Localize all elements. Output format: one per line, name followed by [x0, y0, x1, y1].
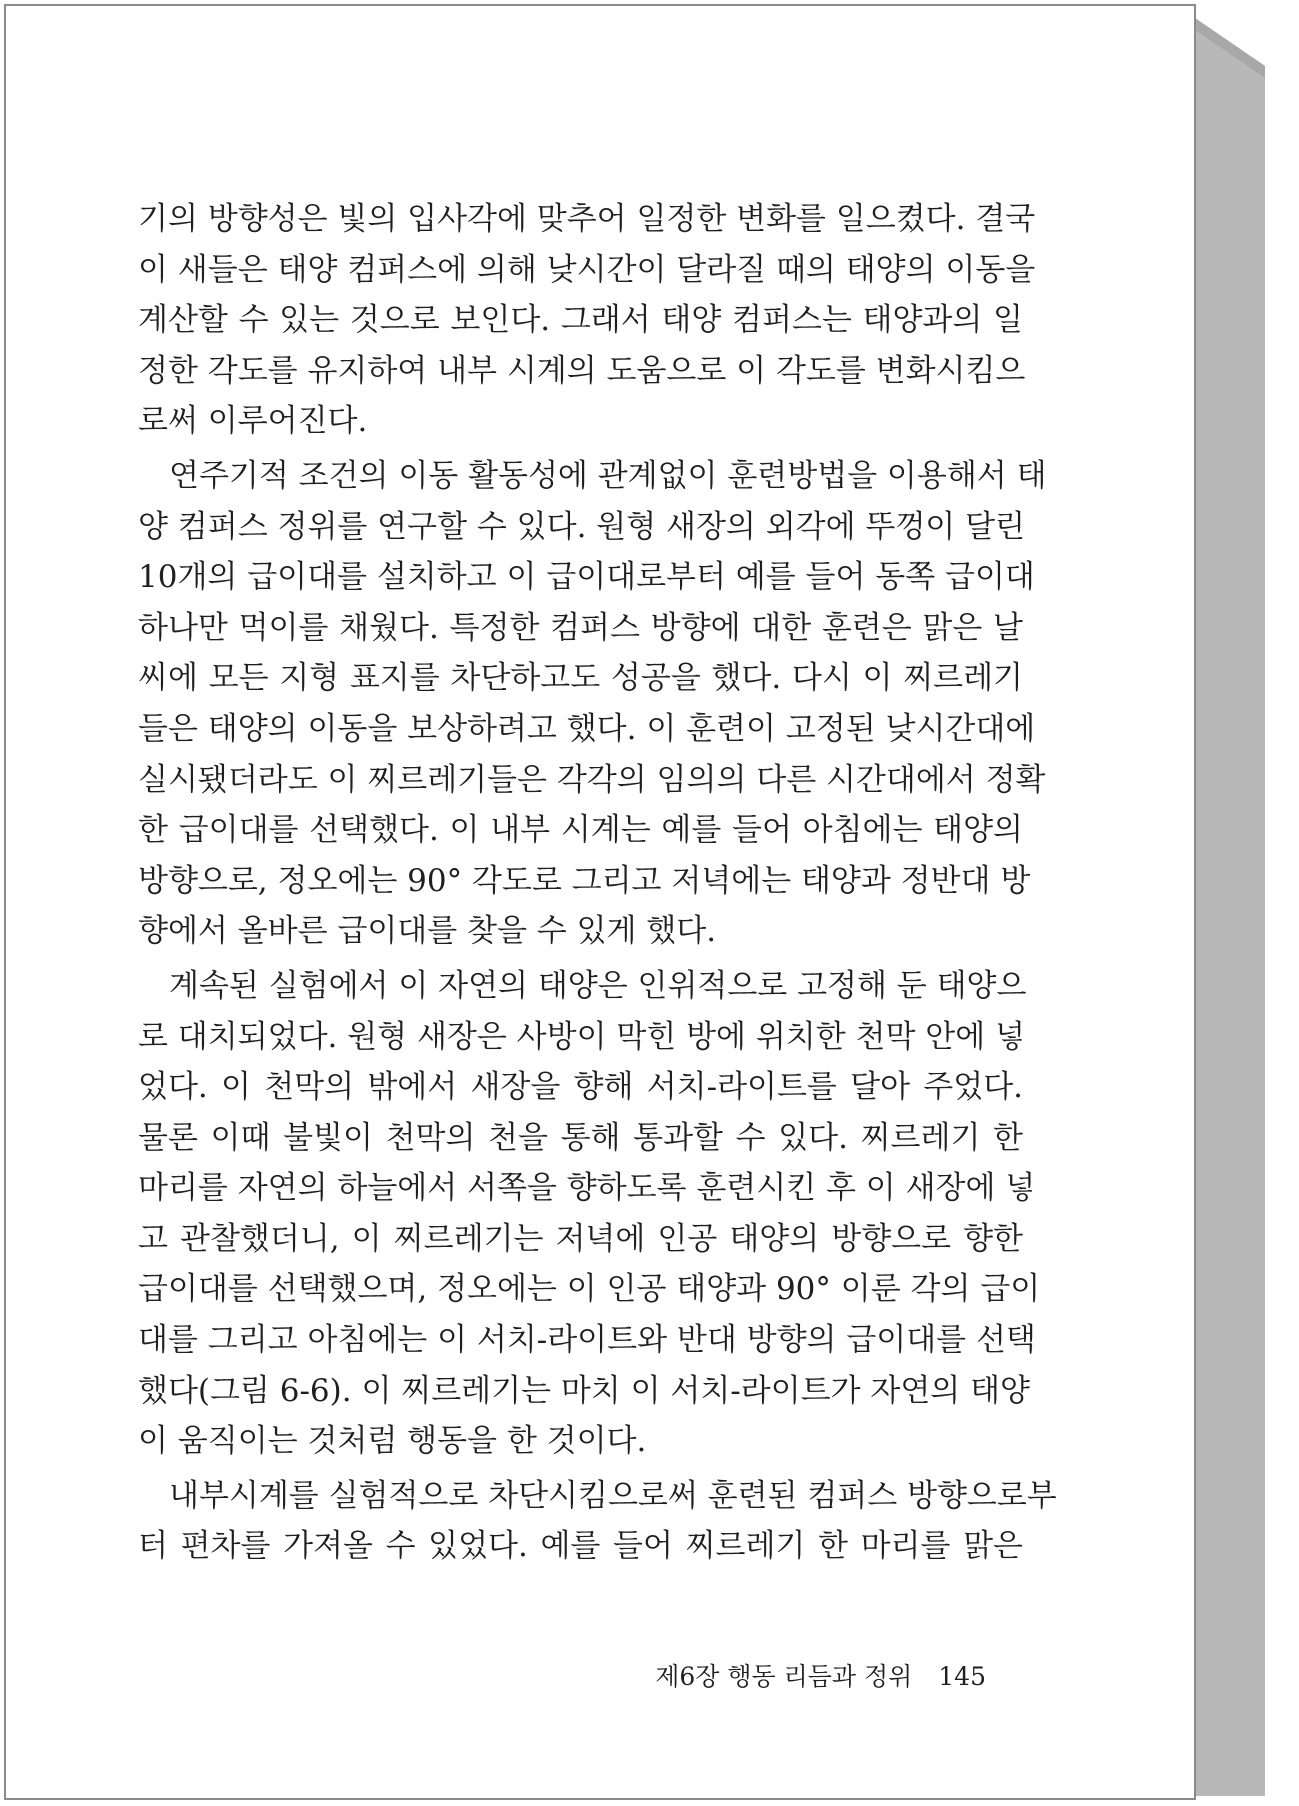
text-line: 향에서 올바른 급이대를 찾을 수 있게 했다.: [138, 913, 717, 950]
text-line: 물론 이때 불빛이 천막의 천을 통해 통과할 수 있다. 찌르레기 한: [138, 1119, 1023, 1156]
text-line: 연주기적 조건의 이동 활동성에 관계없이 훈련방법을 이용해서 태: [169, 457, 1047, 494]
text-line: 마리를 자연의 하늘에서 서쪽을 향하도록 훈련시킨 후 이 새장에 넣: [138, 1170, 1036, 1207]
text-line: 하나만 먹이를 채웠다. 특정한 컴퍼스 방향에 대한 훈련은 맑은 날: [138, 609, 1023, 646]
text-line: 로써 이루어진다.: [138, 403, 368, 440]
text-line: 씨에 모든 지형 표지를 차단하고도 성공을 했다. 다시 이 찌르레기: [138, 660, 1023, 697]
paragraph: [138, 194, 1036, 447]
text-line: 실시됐더라도 이 찌르레기들은 각각의 임의의 다른 시간대에서 정확: [138, 761, 1046, 798]
text-line: 로 대치되었다. 원형 새장은 사방이 막힌 방에 위치한 천막 안에 넣: [138, 1018, 1025, 1055]
text-line: 방향으로, 정오에는 90° 각도로 그리고 저녁에는 태양과 정반대 방: [138, 862, 1031, 899]
text-line: 대를 그리고 아침에는 이 서치-라이트와 반대 방향의 급이대를 선택: [138, 1322, 1036, 1359]
page-stack-edge: [1195, 18, 1273, 1796]
text-line: 고 관찰했더니, 이 찌르레기는 저녁에 인공 태양의 방향으로 향한: [138, 1220, 1023, 1257]
text-line: 계속된 실험에서 이 자연의 태양은 인위적으로 고정해 둔 태양으: [169, 967, 1027, 1004]
paragraph: [138, 961, 1041, 1467]
paragraph: [138, 1471, 1057, 1572]
text-line: 정한 각도를 유지하여 내부 시계의 도움으로 이 각도를 변화시킴으: [138, 352, 1026, 389]
text-line: 10개의 급이대를 설치하고 이 급이대로부터 예를 들어 동쪽 급이대: [138, 559, 1035, 596]
text-line: 계산할 수 있는 것으로 보인다. 그래서 태양 컴퍼스는 태양과의 일: [138, 302, 1023, 339]
chapter-title: 제6장 행동 리듬과 정위: [655, 1662, 913, 1691]
page-body-text: [138, 194, 1057, 1572]
text-line: 했다(그림 6-6). 이 찌르레기는 마치 이 서치-라이트가 자연의 태양: [138, 1372, 1030, 1409]
text-line: 급이대를 선택했으며, 정오에는 이 인공 태양과 90° 이룬 각의 급이: [138, 1271, 1041, 1308]
page-footer: [6, 1657, 986, 1693]
text-line: 터 편차를 가져올 수 있었다. 예를 들어 찌르레기 한 마리를 맑은: [138, 1528, 1023, 1565]
text-line: 었다. 이 천막의 밖에서 새장을 향해 서치-라이트를 달아 주었다.: [138, 1069, 1023, 1106]
page-number: 145: [938, 1662, 986, 1691]
text-line: 내부시계를 실험적으로 차단시킴으로써 훈련된 컴퍼스 방향으로부: [169, 1477, 1057, 1514]
text-line: 이 새들은 태양 컴퍼스에 의해 낮시간이 달라질 때의 태양의 이동을: [138, 251, 1036, 288]
text-line: 한 급이대를 선택했다. 이 내부 시계는 예를 들어 아침에는 태양의: [138, 812, 1023, 849]
text-line: 양 컴퍼스 정위를 연구할 수 있다. 원형 새장의 외각에 뚜껑이 달린: [138, 508, 1025, 545]
text-line: 이 움직이는 것처럼 행동을 한 것이다.: [138, 1423, 647, 1460]
paragraph: [138, 451, 1047, 957]
text-line: 들은 태양의 이동을 보상하려고 했다. 이 훈련이 고정된 낮시간대에: [138, 710, 1036, 747]
book-page: [4, 4, 1196, 1800]
text-line: 기의 방향성은 빛의 입사각에 맞추어 일정한 변화를 일으켰다. 결국: [138, 201, 1036, 237]
